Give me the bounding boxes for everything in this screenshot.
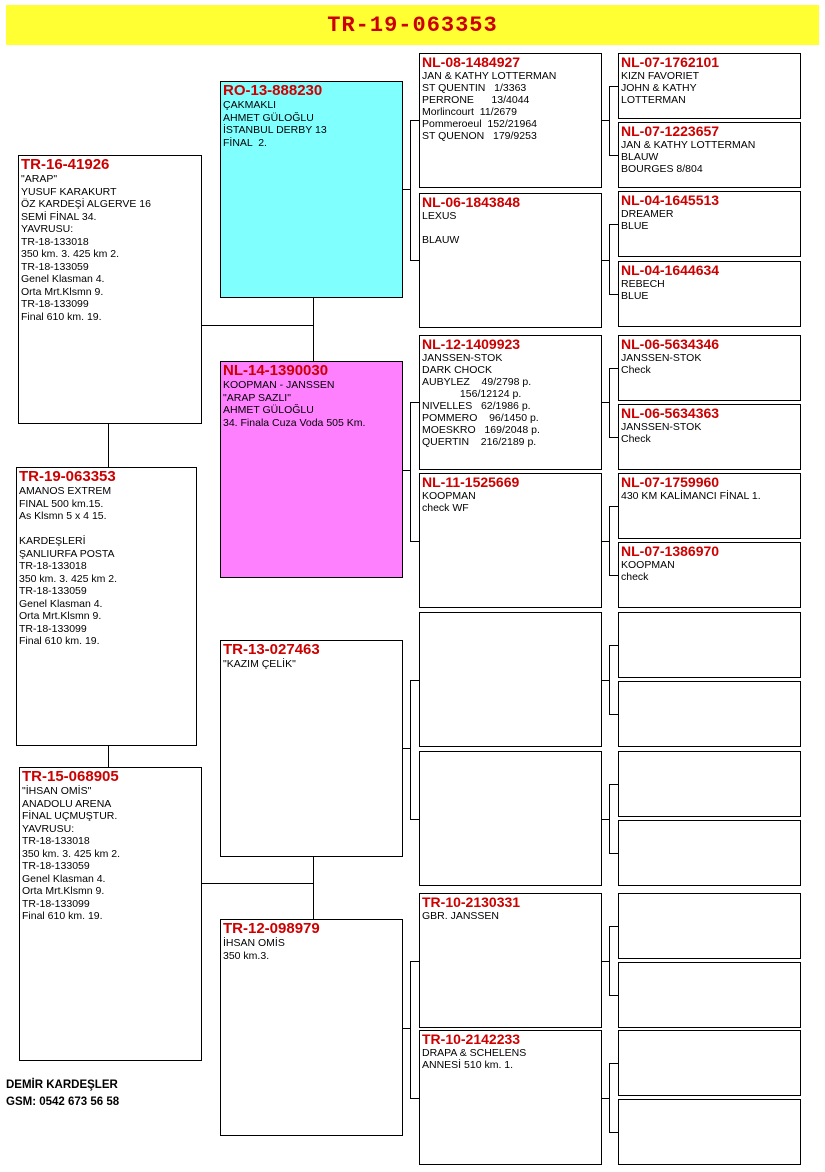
gg-grandparent-box xyxy=(618,612,801,678)
ring-number: NL-04-1644634 xyxy=(621,262,720,278)
info-line: ST QUENON 179/9253 xyxy=(422,130,537,142)
info-line: Final 610 km. 19. xyxy=(19,635,100,647)
info-line: Genel Klasman 4. xyxy=(21,273,105,285)
ring-number: NL-08-1484927 xyxy=(422,54,521,70)
info-line: BOURGES 8/804 xyxy=(621,163,703,175)
great-grandparent-box xyxy=(419,193,602,328)
info-line: NIVELLES 62/1986 p. xyxy=(422,400,531,412)
info-line: TR-18-133059 xyxy=(21,260,89,273)
ring-number: TR-13-027463 xyxy=(223,641,320,658)
ring-number: NL-14-1390030 xyxy=(223,362,329,379)
page-title: TR-19-063353 xyxy=(327,12,498,38)
info-line: SEMİ FİNAL 34. xyxy=(21,210,97,223)
info-line: ÇAKMAKLI xyxy=(223,99,277,111)
gg-grandparent-box xyxy=(618,542,801,608)
connector-line xyxy=(609,1063,610,1132)
ring-number: TR-15-068905 xyxy=(22,768,119,785)
info-line: MOESKRO 169/2048 p. xyxy=(422,424,540,436)
info-line: Check xyxy=(621,433,651,445)
info-line: JAN & KATHY LOTTERMAN xyxy=(422,70,557,82)
info-line: check xyxy=(621,571,649,583)
sire-box xyxy=(18,155,202,424)
connector-line xyxy=(202,325,313,326)
connector-line xyxy=(609,926,618,927)
info-line: BLAUW xyxy=(422,234,460,246)
info-line: "KAZIM ÇELİK" xyxy=(223,658,296,670)
info-line: 430 KM KALİMANCI FİNAL 1. xyxy=(621,490,761,502)
connector-line xyxy=(410,402,419,403)
info-line: AUBYLEZ 49/2798 p. xyxy=(422,376,532,388)
connector-line xyxy=(609,645,610,714)
info-line: Check xyxy=(621,364,651,376)
info-line: BLUE xyxy=(621,220,649,232)
gg-grandparent-box xyxy=(618,122,801,188)
info-line: LEXUS xyxy=(422,210,457,222)
info-line: AHMET GÜLOĞLU xyxy=(223,111,314,124)
grandparent-box xyxy=(220,81,403,298)
connector-line xyxy=(609,784,618,785)
info-line: Genel Klasman 4. xyxy=(19,597,103,610)
info-line: "İHSAN OMİS" xyxy=(22,785,92,797)
ring-number: NL-07-1762101 xyxy=(621,54,720,70)
info-line: FİNAL 2. xyxy=(223,136,267,149)
info-line: Morlincourt 11/2679 xyxy=(422,106,517,118)
ring-number: TR-10-2142233 xyxy=(422,1031,521,1047)
info-line: POMMERO 96/1450 p. xyxy=(422,412,539,424)
great-grandparent-box xyxy=(419,893,602,1028)
connector-line xyxy=(202,883,313,884)
info-line: LOTTERMAN xyxy=(621,94,686,106)
ring-number: TR-10-2130331 xyxy=(422,894,521,910)
info-line: As Klsmn 5 x 4 15. xyxy=(19,510,107,522)
ring-number: TR-19-063353 xyxy=(19,468,116,485)
info-line: Genel Klasman 4. xyxy=(22,872,106,885)
connector-line xyxy=(609,714,618,715)
grandparent-box xyxy=(220,361,403,578)
connector-line xyxy=(609,224,618,225)
ring-number: NL-06-1843848 xyxy=(422,194,521,210)
connector-line xyxy=(108,424,109,467)
info-line: 350 km. 3. 425 km 2. xyxy=(21,248,120,260)
gg-grandparent-box xyxy=(618,751,801,817)
ring-number: NL-04-1645513 xyxy=(621,192,720,208)
footer xyxy=(6,1077,119,1111)
dam-box xyxy=(19,767,202,1061)
connector-line xyxy=(410,260,419,261)
connector-line xyxy=(410,819,419,820)
connector-line xyxy=(410,961,411,1098)
gg-grandparent-box xyxy=(618,893,801,959)
info-line: JAN & KATHY LOTTERMAN xyxy=(621,139,756,151)
connector-line xyxy=(410,120,411,260)
info-line: Final 610 km. 19. xyxy=(21,310,102,323)
info-line: REBECH xyxy=(621,278,665,290)
title-bar xyxy=(6,5,819,45)
info-line: 350 km. 3. 425 km 2. xyxy=(19,572,118,585)
info-line: TR-18-133099 xyxy=(22,897,90,910)
info-line: TR-18-133018 xyxy=(21,235,89,248)
info-line: TR-18-133059 xyxy=(19,585,87,597)
connector-line xyxy=(609,575,618,576)
info-line: JANSSEN-STOK xyxy=(621,352,702,364)
info-line: GBR. JANSSEN xyxy=(422,910,500,922)
connector-line xyxy=(410,402,411,541)
info-line: 350 km.3. xyxy=(223,949,270,962)
info-line: TR-18-133018 xyxy=(19,560,87,572)
grandparent-box xyxy=(220,919,403,1136)
great-grandparent-box xyxy=(419,473,602,608)
info-line: İSTANBUL DERBY 13 xyxy=(223,124,327,136)
info-line: "ARAP SAZLI" xyxy=(223,391,291,404)
connector-line xyxy=(313,857,314,919)
info-line: ST QUENTIN 1/3363 xyxy=(422,82,527,94)
info-line: KIZN FAVORIET xyxy=(621,70,699,82)
ring-number: NL-06-5634346 xyxy=(621,336,720,352)
connector-line xyxy=(609,368,618,369)
great-grandparent-box xyxy=(419,612,602,747)
ring-number: NL-07-1759960 xyxy=(621,474,720,490)
connector-line xyxy=(609,155,618,156)
connector-line xyxy=(609,86,610,155)
connector-line xyxy=(609,368,610,437)
info-line: ÖZ KARDEŞİ ALGERVE 16 xyxy=(21,198,151,210)
info-line: Orta Mrt.Klsmn 9. xyxy=(21,285,104,298)
connector-line xyxy=(609,506,610,575)
ring-number: RO-13-888230 xyxy=(223,82,323,99)
gg-grandparent-box xyxy=(618,335,801,401)
grandparent-box xyxy=(220,640,403,857)
gg-grandparent-box xyxy=(618,681,801,747)
great-grandparent-box xyxy=(419,751,602,886)
info-line: TR-18-133099 xyxy=(19,622,87,635)
info-line: KOOPMAN xyxy=(422,490,476,502)
great-grandparent-box xyxy=(419,1030,602,1165)
info-line: TR-18-133018 xyxy=(22,835,90,847)
info-line: PERRONE 13/4044 xyxy=(422,94,530,106)
info-line: JANSSEN-STOK xyxy=(422,352,503,364)
connector-line xyxy=(609,645,618,646)
gg-grandparent-box xyxy=(618,473,801,539)
connector-line xyxy=(410,680,411,819)
connector-line xyxy=(313,298,314,361)
ring-number: NL-07-1223657 xyxy=(621,123,720,139)
gg-grandparent-box xyxy=(618,820,801,886)
info-line: AHMET GÜLOĞLU xyxy=(223,404,314,416)
info-line: TR-18-133099 xyxy=(21,298,89,310)
info-line: ŞANLIURFA POSTA xyxy=(19,547,115,560)
info-line: DARK CHOCK xyxy=(422,364,493,376)
info-line: FİNAL UÇMUŞTUR. xyxy=(22,810,118,822)
info-line: 34. Finala Cuza Voda 505 Km. xyxy=(223,416,366,429)
info-line: Orta Mrt.Klsmn 9. xyxy=(19,610,102,622)
info-line xyxy=(19,523,194,536)
info-line: Final 610 km. 19. xyxy=(22,910,103,922)
connector-line xyxy=(609,86,618,87)
info-line: JANSSEN-STOK xyxy=(621,421,702,433)
connector-line xyxy=(410,120,419,121)
info-line: check WF xyxy=(422,502,469,514)
info-line: 156/12124 p. xyxy=(422,388,522,400)
info-line: AMANOS EXTREM xyxy=(19,485,112,497)
connector-line xyxy=(609,926,610,995)
info-line: ANADOLU ARENA xyxy=(22,797,112,810)
connector-line xyxy=(108,746,109,767)
info-line: BLUE xyxy=(621,290,649,302)
info-line: Pommeroeul 152/21964 xyxy=(422,118,537,130)
info-line: 350 km. 3. 425 km 2. xyxy=(22,847,121,860)
connector-line xyxy=(609,224,610,294)
connector-line xyxy=(609,294,618,295)
info-line: Orta Mrt.Klsmn 9. xyxy=(22,885,105,897)
ring-number: NL-12-1409923 xyxy=(422,336,521,352)
connector-line xyxy=(609,995,618,996)
connector-line xyxy=(410,680,419,681)
ring-number: NL-07-1386970 xyxy=(621,543,720,559)
great-grandparent-box xyxy=(419,335,602,470)
connector-line xyxy=(410,1098,419,1099)
info-line: BLAUW xyxy=(621,151,659,163)
info-line: YAVRUSU: xyxy=(22,822,75,835)
gg-grandparent-box xyxy=(618,404,801,470)
info-line: FINAL 500 km.15. xyxy=(19,497,104,510)
info-line: ANNESİ 510 km. 1. xyxy=(422,1059,514,1071)
info-line xyxy=(422,222,599,234)
info-line: KARDEŞLERİ xyxy=(19,535,86,547)
connector-line xyxy=(410,541,419,542)
gg-grandparent-box xyxy=(618,1030,801,1096)
gg-grandparent-box xyxy=(618,962,801,1028)
gg-grandparent-box xyxy=(618,191,801,257)
connector-line xyxy=(609,1132,618,1133)
info-line: YAVRUSU: xyxy=(21,223,74,235)
ring-number: NL-06-5634363 xyxy=(621,405,720,421)
ring-number: TR-16-41926 xyxy=(21,156,110,173)
connector-line xyxy=(410,961,419,962)
connector-line xyxy=(609,506,618,507)
connector-line xyxy=(609,784,610,853)
breeder-name: DEMİR KARDEŞLER xyxy=(6,1079,118,1091)
gg-grandparent-box xyxy=(618,1099,801,1165)
great-grandparent-box xyxy=(419,53,602,188)
connector-line xyxy=(609,1063,618,1064)
ring-number: NL-11-1525669 xyxy=(422,474,520,490)
subject-box xyxy=(16,467,197,746)
ring-number: TR-12-098979 xyxy=(223,920,320,937)
info-line: İHSAN OMİS xyxy=(223,937,285,949)
info-line: KOOPMAN xyxy=(621,559,675,571)
info-line: QUERTIN 216/2189 p. xyxy=(422,436,537,448)
info-line: TR-18-133059 xyxy=(22,860,90,872)
info-line: YUSUF KARAKURT xyxy=(21,185,117,198)
info-line: JOHN & KATHY xyxy=(621,82,697,94)
info-line: DREAMER xyxy=(621,208,674,220)
connector-line xyxy=(609,853,618,854)
info-line: KOOPMAN - JANSSEN xyxy=(223,379,335,391)
gg-grandparent-box xyxy=(618,261,801,327)
breeder-phone: GSM: 0542 673 56 58 xyxy=(6,1096,120,1108)
connector-line xyxy=(609,437,618,438)
info-line: DRAPA & SCHELENS xyxy=(422,1047,527,1059)
info-line: "ARAP" xyxy=(21,173,58,185)
gg-grandparent-box xyxy=(618,53,801,119)
